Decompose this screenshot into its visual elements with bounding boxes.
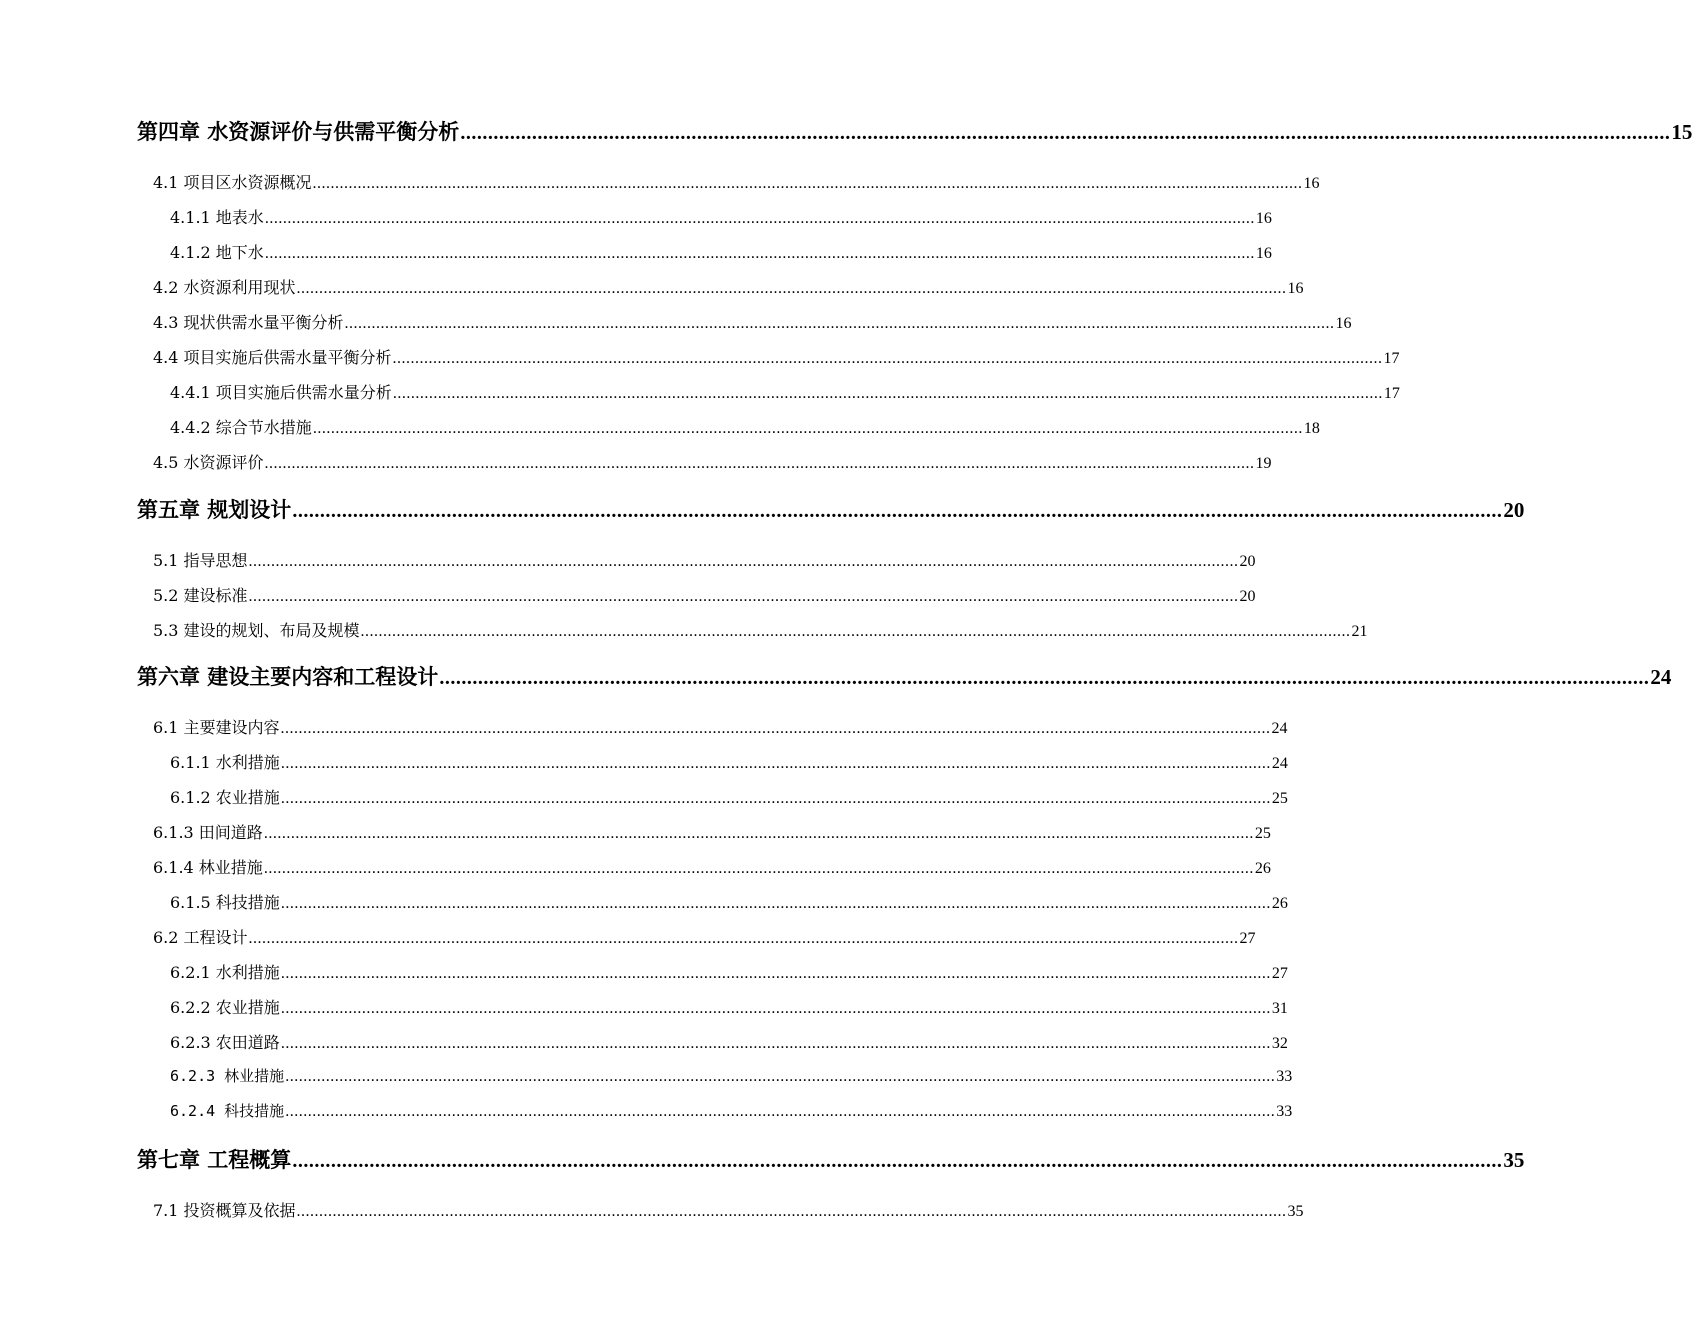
toc-entry-title: 6.2.1 水利措施 (170, 963, 280, 982)
toc-leader-dots: ............................................................................................................................................................................................................................ (296, 1203, 1287, 1220)
toc-section-6-1-2[interactable] (170, 785, 1288, 808)
toc-leader-dots: ............................................................................................................................................................................................................................ (263, 860, 1254, 877)
toc-section-6-1[interactable] (153, 715, 1288, 738)
toc-page-number: 27 (1271, 965, 1288, 982)
toc-section-4-1-1[interactable] (170, 205, 1272, 228)
toc-leader-dots: ............................................................................................................................................................................................................................ (344, 315, 1335, 332)
toc-page-number: 16 (1335, 315, 1352, 332)
toc-leader-dots: ............................................................................................................................................................................................................................ (439, 667, 1650, 689)
toc-page-number: 21 (1351, 623, 1368, 640)
toc-entry-title: 6.1.2 农业措施 (170, 788, 280, 807)
toc-leader-dots: ............................................................................................................................................................................................................................ (292, 1150, 1503, 1172)
toc-section-6-2-4[interactable] (170, 1100, 1293, 1121)
toc-page-number: 33 (1276, 1103, 1293, 1120)
toc-page-number: 16 (1255, 210, 1272, 227)
toc-chapter-6[interactable] (137, 661, 1672, 691)
toc-leader-dots: ............................................................................................................................................................................................................................ (392, 385, 1383, 402)
toc-entry-title: 4.4.2 综合节水措施 (170, 418, 312, 437)
toc-section-6-2[interactable] (153, 925, 1256, 948)
toc-entry-title: 第六章 建设主要内容和工程设计 (137, 665, 439, 689)
toc-page-number: 18 (1303, 420, 1320, 437)
toc-page-number: 17 (1383, 385, 1400, 402)
toc-page-number: 35 (1287, 1203, 1304, 1220)
toc-page-number: 26 (1271, 895, 1288, 912)
toc-leader-dots: ............................................................................................................................................................................................................................ (280, 790, 1271, 807)
toc-entry-title: 4.3 现状供需水量平衡分析 (153, 313, 344, 332)
toc-entry-title: 4.1.2 地下水 (170, 243, 264, 262)
toc-section-6-2-3-roads[interactable] (170, 1030, 1288, 1053)
toc-leader-dots: ............................................................................................................................................................................................................................ (312, 420, 1303, 437)
toc-entry-title: 6.1.3 田间道路 (153, 823, 263, 842)
toc-leader-dots: ............................................................................................................................................................................................................................ (312, 175, 1303, 192)
toc-section-6-1-4[interactable] (153, 855, 1271, 878)
toc-page-number: 27 (1239, 930, 1256, 947)
toc-leader-dots: ............................................................................................................................................................................................................................ (280, 965, 1271, 982)
toc-entry-title: 6.2.3 农田道路 (170, 1033, 280, 1052)
toc-entry-title: 6.2.3 林业措施 (170, 1067, 285, 1085)
toc-section-6-1-1[interactable] (170, 750, 1288, 773)
toc-entry-title: 4.4 项目实施后供需水量平衡分析 (153, 348, 392, 367)
toc-leader-dots: ............................................................................................................................................................................................................................ (264, 210, 1255, 227)
toc-page-number: 20 (1239, 553, 1256, 570)
toc-page-number: 31 (1271, 1000, 1288, 1017)
toc-leader-dots: ............................................................................................................................................................................................................................ (248, 553, 1239, 570)
toc-leader-dots: ............................................................................................................................................................................................................................ (280, 755, 1271, 772)
toc-page-number: 16 (1303, 175, 1320, 192)
toc-page-number: 25 (1271, 790, 1288, 807)
toc-leader-dots: ............................................................................................................................................................................................................................ (280, 720, 1271, 737)
toc-leader-dots: ............................................................................................................................................................................................................................ (280, 895, 1271, 912)
toc-page-number: 20 (1239, 588, 1256, 605)
toc-leader-dots: ............................................................................................................................................................................................................................ (264, 455, 1255, 472)
toc-chapter-4[interactable] (137, 116, 1692, 146)
toc-entry-title: 4.5 水资源评价 (153, 453, 264, 472)
toc-leader-dots: ............................................................................................................................................................................................................................ (248, 588, 1239, 605)
toc-section-6-1-5[interactable] (170, 890, 1288, 913)
toc-leader-dots: ............................................................................................................................................................................................................................ (263, 825, 1254, 842)
toc-page-number: 24 (1271, 720, 1288, 737)
toc-page-number: 19 (1255, 455, 1272, 472)
toc-entry-title: 7.1 投资概算及依据 (153, 1201, 296, 1220)
toc-page-number: 26 (1254, 860, 1271, 877)
toc-section-6-2-2[interactable] (170, 995, 1288, 1018)
toc-entry-title: 6.1.4 林业措施 (153, 858, 263, 877)
toc-page-number: 32 (1271, 1035, 1288, 1052)
toc-section-4-1[interactable] (153, 170, 1320, 193)
toc-leader-dots: ............................................................................................................................................................................................................................ (264, 245, 1255, 262)
toc-leader-dots: ............................................................................................................................................................................................................................ (392, 350, 1383, 367)
toc-entry-title: 6.1.1 水利措施 (170, 753, 280, 772)
toc-entry-title: 4.4.1 项目实施后供需水量分析 (170, 383, 392, 402)
toc-page-number: 16 (1287, 280, 1304, 297)
toc-leader-dots: ............................................................................................................................................................................................................................ (285, 1103, 1276, 1120)
toc-section-6-1-3[interactable] (153, 820, 1271, 843)
toc-section-4-4[interactable] (153, 345, 1400, 368)
toc-entry-title: 5.2 建设标准 (153, 586, 248, 605)
toc-section-4-4-1[interactable] (170, 380, 1400, 403)
toc-section-5-3[interactable] (153, 618, 1368, 641)
toc-leader-dots: ............................................................................................................................................................................................................................ (460, 122, 1671, 144)
toc-section-4-1-2[interactable] (170, 240, 1272, 263)
toc-leader-dots: ............................................................................................................................................................................................................................ (285, 1068, 1276, 1085)
toc-section-4-5[interactable] (153, 450, 1272, 473)
toc-section-5-2[interactable] (153, 583, 1256, 606)
toc-entry-title: 第四章 水资源评价与供需平衡分析 (137, 120, 460, 144)
toc-entry-title: 4.1.1 地表水 (170, 208, 264, 227)
toc-entry-title: 4.2 水资源利用现状 (153, 278, 296, 297)
toc-entry-title: 6.2.2 农业措施 (170, 998, 280, 1017)
toc-leader-dots: ............................................................................................................................................................................................................................ (360, 623, 1351, 640)
toc-entry-title: 6.1.5 科技措施 (170, 893, 280, 912)
toc-page-number: 15 (1671, 120, 1692, 144)
toc-entry-title: 6.2 工程设计 (153, 928, 248, 947)
toc-leader-dots: ............................................................................................................................................................................................................................ (280, 1035, 1271, 1052)
toc-section-4-2[interactable] (153, 275, 1304, 298)
toc-section-7-1[interactable] (153, 1198, 1304, 1221)
toc-section-4-4-2[interactable] (170, 415, 1320, 438)
toc-chapter-5[interactable] (137, 494, 1525, 524)
toc-page-number: 35 (1503, 1148, 1525, 1172)
toc-section-4-3[interactable] (153, 310, 1352, 333)
toc-page-number: 16 (1255, 245, 1272, 262)
toc-entry-title: 5.1 指导思想 (153, 551, 248, 570)
toc-leader-dots: ............................................................................................................................................................................................................................ (248, 930, 1239, 947)
toc-page-number: 25 (1254, 825, 1271, 842)
toc-chapter-7[interactable] (137, 1144, 1525, 1174)
toc-entry-title: 5.3 建设的规划、布局及规模 (153, 621, 360, 640)
toc-page-number: 24 (1271, 755, 1288, 772)
toc-page-number: 17 (1383, 350, 1400, 367)
toc-leader-dots: ............................................................................................................................................................................................................................ (280, 1000, 1271, 1017)
toc-page-number: 33 (1276, 1068, 1293, 1085)
toc-leader-dots: ............................................................................................................................................................................................................................ (292, 500, 1503, 522)
toc-page-number: 20 (1503, 498, 1525, 522)
toc-entry-title: 4.1 项目区水资源概况 (153, 173, 312, 192)
toc-entry-title: 第七章 工程概算 (137, 1148, 292, 1172)
toc-section-6-2-1[interactable] (170, 960, 1288, 983)
toc-page-number: 24 (1650, 665, 1672, 689)
toc-entry-title: 第五章 规划设计 (137, 498, 292, 522)
toc-section-5-1[interactable] (153, 548, 1256, 571)
toc-leader-dots: ............................................................................................................................................................................................................................ (296, 280, 1287, 297)
toc-entry-title: 6.1 主要建设内容 (153, 718, 280, 737)
toc-section-6-2-3-forestry[interactable] (170, 1065, 1293, 1086)
toc-entry-title: 6.2.4 科技措施 (170, 1102, 285, 1120)
